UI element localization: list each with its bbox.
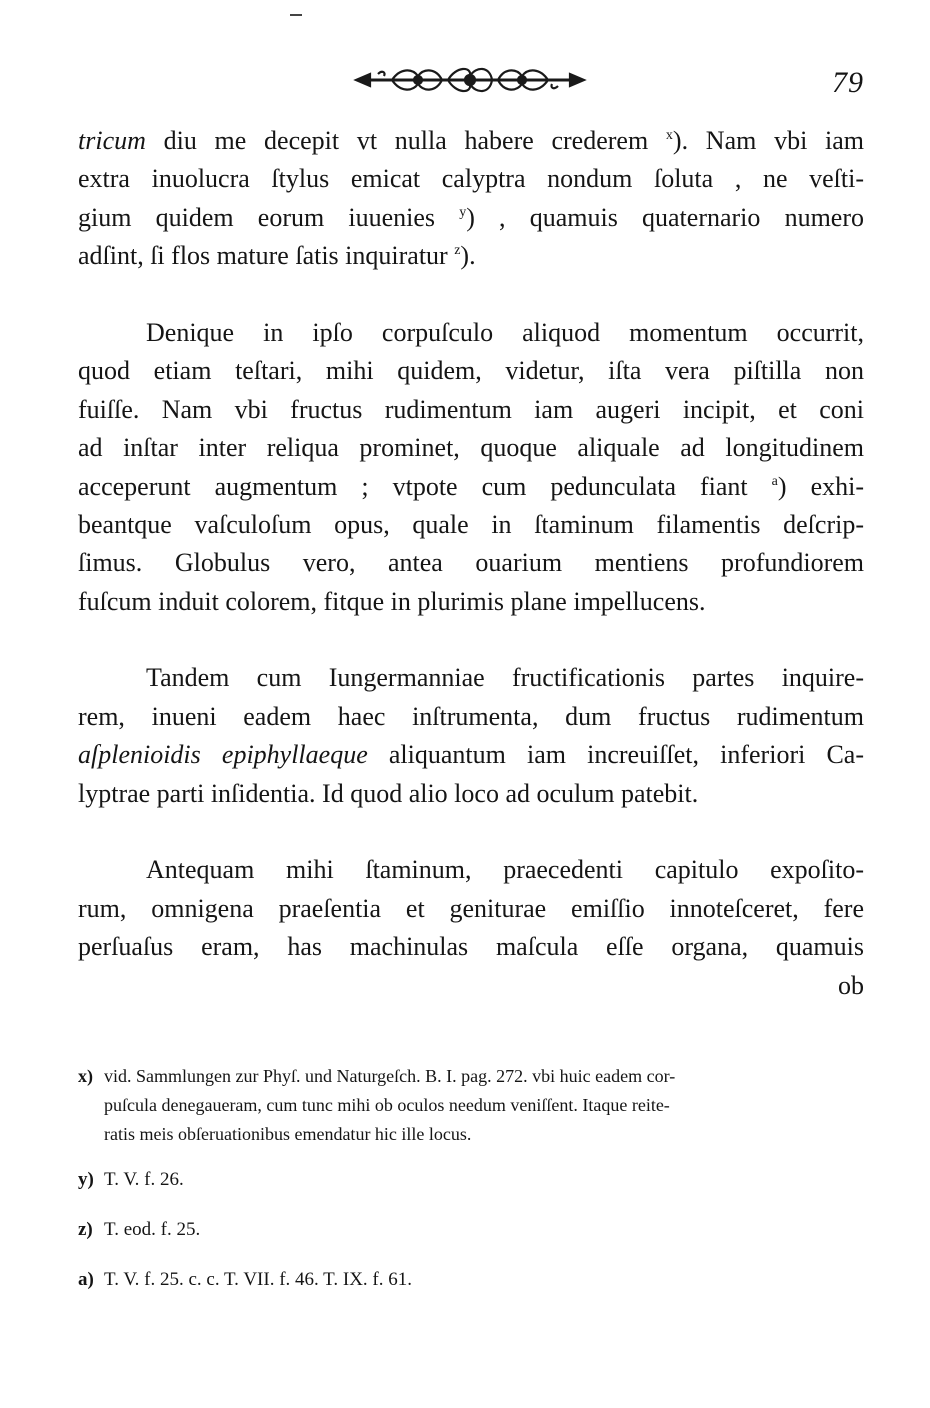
text-line: extra inuolucra ſtylus emicat calyptra nondum ſoluta , ne veſti- xyxy=(78,164,864,194)
text-line: perſuaſus eram, has machinulas maſcula eſſe organa, quamuis xyxy=(78,932,864,962)
text-line: gium quidem eorum iuuenies $^y$) , quamuis quaternario numero xyxy=(78,202,864,232)
text-line: Denique in ipſo corpuſculo aliquod momentum occurrit, xyxy=(146,317,864,347)
footnote-ref-z[interactable]: z xyxy=(454,243,461,259)
footnote-z: z) T. eod. f. 25. xyxy=(78,1219,201,1240)
text-line: beantque vaſculoſum opus, quale in ſtaminum filamentis deſcrip- xyxy=(78,509,864,539)
text-line: adſint, ſi flos mature ſatis inquiratur $^z$). xyxy=(78,241,476,271)
text-line: rum, omnigena praeſentia et geniturae emiſſio innoteſceret, fere xyxy=(78,893,864,923)
footnote-ref-a[interactable]: a xyxy=(771,473,778,489)
footnote-a: a) T. V. f. 25. c. c. T. VII. f. 46. T. IX. f. 61. xyxy=(78,1269,413,1290)
footnote-line: x) vid. Sammlungen zur Phyſ. und Naturgeſch. B. I. pag. 272. vbi huic eadem cor- xyxy=(78,1062,864,1091)
footnote-line: puſcula denegaueram, cum tunc mihi ob oculos needum veniſſent. Itaque reite- xyxy=(104,1095,670,1115)
footnote-line: ratis meis obſeruationibus emendatur hic ille locus. xyxy=(104,1124,472,1144)
main-text xyxy=(78,122,864,1005)
text-line: fuſcum induit colorem, fitque in plurimis plane impellucens. xyxy=(78,586,706,616)
text-line: aſplenioidis epiphyllaeque aliquantum iam increuiſſet, inferiori Ca- xyxy=(78,740,864,770)
text-line: ad inſtar inter reliqua prominet, quoque aliquale ad longitudinem xyxy=(78,433,864,463)
paragraph-gap xyxy=(78,276,864,314)
footnote-ref-y[interactable]: y xyxy=(459,204,467,220)
footnote-label: y) xyxy=(78,1169,94,1190)
text-line: acceperunt augmentum ; vtpote cum pedunculata fiant $^a$) exhi- xyxy=(78,471,864,501)
text-line: quod etiam teſtari, mihi quidem, videtur, iſta vera piſtilla non xyxy=(78,356,864,386)
text-line: tricum diu me decepit vt nulla habere crederem $^x$). Nam vbi iam xyxy=(78,126,864,155)
text-line: Tandem cum Iungermanniae fructificationis partes inquire- xyxy=(146,663,864,693)
paragraph-gap xyxy=(78,621,864,659)
page-mark xyxy=(290,14,302,16)
footnotes xyxy=(78,1062,864,1299)
page-number: 79 xyxy=(832,66,864,99)
text-line: fuiſſe. Nam vbi fructus rudimentum iam augeri incipit, et coni xyxy=(78,394,864,424)
text-line: rem, inueni eadem haec inſtrumenta, dum fructus rudimentum xyxy=(78,701,864,731)
footnote-x xyxy=(78,1062,864,1149)
footnote-ref-x[interactable]: x xyxy=(665,128,673,143)
text-line: lyptrae parti inſidentia. Id quod alio loco ad oculum patebit. xyxy=(78,778,699,808)
decorative-headpiece-icon xyxy=(352,62,588,98)
text-line: ſimus. Globulus vero, antea ouarium mentiens profundiorem xyxy=(78,548,864,578)
footnote-label: x) xyxy=(78,1066,93,1086)
text-line: Antequam mihi ſtaminum, praecedenti capitulo expoſito- xyxy=(146,855,864,885)
paragraph-gap xyxy=(78,813,864,851)
catchword: ob xyxy=(838,970,864,1000)
footnote-label: a) xyxy=(78,1269,94,1290)
footnote-label: z) xyxy=(78,1219,93,1240)
footnote-y: y) T. V. f. 26. xyxy=(78,1169,184,1190)
